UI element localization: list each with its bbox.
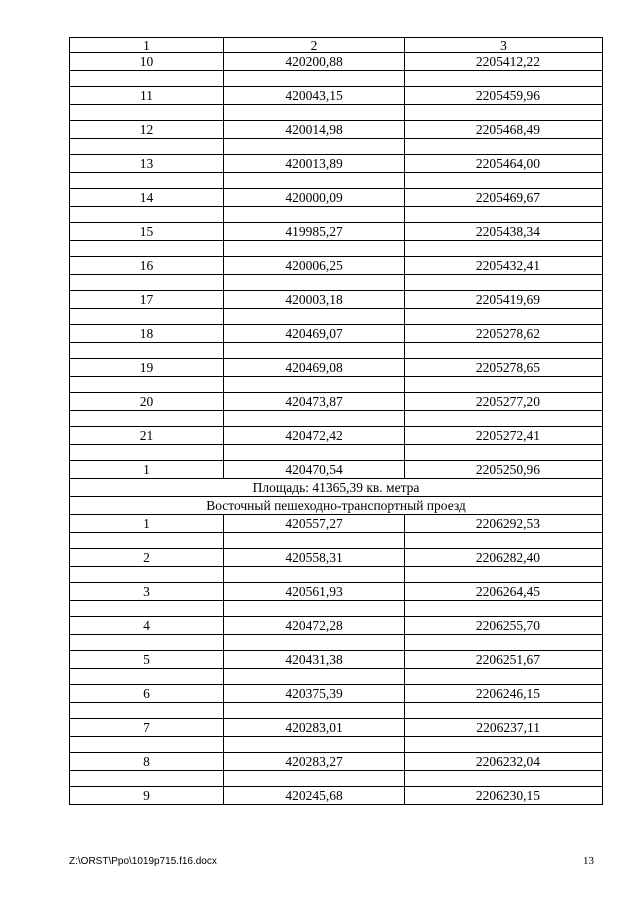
empty-cell [224,567,405,583]
empty-cell [405,533,603,549]
point-number-cell: 1 [70,461,224,479]
x-coordinate-cell: 420375,39 [224,685,405,703]
table-row [70,787,603,805]
spacer-row [70,445,603,461]
empty-cell [224,71,405,87]
empty-cell [405,241,603,257]
empty-cell [224,377,405,393]
point-number-cell: 21 [70,427,224,445]
empty-cell [405,737,603,753]
y-coordinate-cell: 2205438,34 [405,223,603,241]
x-coordinate-cell: 420000,09 [224,189,405,207]
empty-cell [224,737,405,753]
table-row [70,515,603,533]
table-row [70,291,603,309]
spacer-row [70,139,603,155]
empty-cell [224,139,405,155]
empty-cell [405,771,603,787]
y-coordinate-cell: 2205432,41 [405,257,603,275]
empty-cell [70,601,224,617]
empty-cell [224,105,405,121]
y-coordinate-cell: 2206292,53 [405,515,603,533]
table-row [70,461,603,479]
x-coordinate-cell: 420470,54 [224,461,405,479]
y-coordinate-cell: 2206251,67 [405,651,603,669]
y-coordinate-cell: 2206246,15 [405,685,603,703]
point-number-cell: 19 [70,359,224,377]
empty-cell [70,207,224,223]
empty-cell [70,139,224,155]
table-row [70,257,603,275]
table-row [70,719,603,737]
empty-cell [224,309,405,325]
spacer-row [70,533,603,549]
empty-cell [70,71,224,87]
table-row [70,617,603,635]
x-coordinate-cell: 420014,98 [224,121,405,139]
empty-cell [405,71,603,87]
spacer-row [70,737,603,753]
y-coordinate-cell: 2205250,96 [405,461,603,479]
empty-cell [70,669,224,685]
table-row [70,583,603,601]
empty-cell [224,533,405,549]
footer-page-number: 13 [583,855,594,867]
y-coordinate-cell: 2205464,00 [405,155,603,173]
spacer-row [70,771,603,787]
point-number-cell: 18 [70,325,224,343]
spacer-row [70,343,603,359]
point-number-cell: 6 [70,685,224,703]
area-summary-row [70,479,603,497]
empty-cell [224,445,405,461]
y-coordinate-cell: 2205277,20 [405,393,603,411]
spacer-row [70,275,603,291]
empty-cell [70,173,224,189]
empty-cell [224,241,405,257]
point-number-cell: 12 [70,121,224,139]
empty-cell [224,343,405,359]
point-number-cell: 10 [70,53,224,71]
empty-cell [70,533,224,549]
header-cell-2: 2 [224,38,405,53]
empty-cell [70,343,224,359]
empty-cell [70,105,224,121]
spacer-row [70,411,603,427]
empty-cell [224,669,405,685]
empty-cell [224,635,405,651]
empty-cell [224,703,405,719]
empty-cell [224,601,405,617]
empty-cell [405,207,603,223]
empty-cell [405,601,603,617]
table-row [70,155,603,173]
table-row [70,325,603,343]
y-coordinate-cell: 2205459,96 [405,87,603,105]
empty-cell [405,275,603,291]
x-coordinate-cell: 420283,01 [224,719,405,737]
empty-cell [70,703,224,719]
point-number-cell: 16 [70,257,224,275]
table-row [70,549,603,567]
table-row [70,189,603,207]
section-title-row [70,497,603,515]
table-row [70,427,603,445]
y-coordinate-cell: 2206237,11 [405,719,603,737]
y-coordinate-cell: 2206264,45 [405,583,603,601]
empty-cell [405,635,603,651]
empty-cell [405,105,603,121]
empty-cell [405,173,603,189]
table-row [70,651,603,669]
y-coordinate-cell: 2205278,65 [405,359,603,377]
y-coordinate-cell: 2205468,49 [405,121,603,139]
empty-cell [70,567,224,583]
empty-cell [405,309,603,325]
empty-cell [405,411,603,427]
point-number-cell: 17 [70,291,224,309]
empty-cell [405,567,603,583]
point-number-cell: 13 [70,155,224,173]
empty-cell [224,771,405,787]
empty-cell [70,771,224,787]
y-coordinate-cell: 2206255,70 [405,617,603,635]
spacer-row [70,173,603,189]
y-coordinate-cell: 2206282,40 [405,549,603,567]
point-number-cell: 8 [70,753,224,771]
empty-cell [70,737,224,753]
area-summary: Площадь: 41365,39 кв. метра [70,479,603,497]
point-number-cell: 11 [70,87,224,105]
empty-cell [405,377,603,393]
table-row [70,393,603,411]
empty-cell [70,411,224,427]
spacer-row [70,241,603,257]
x-coordinate-cell: 420245,68 [224,787,405,805]
point-number-cell: 3 [70,583,224,601]
x-coordinate-cell: 420431,38 [224,651,405,669]
table-row [70,121,603,139]
empty-cell [405,445,603,461]
point-number-cell: 2 [70,549,224,567]
point-number-cell: 9 [70,787,224,805]
empty-cell [70,309,224,325]
x-coordinate-cell: 420469,08 [224,359,405,377]
y-coordinate-cell: 2205272,41 [405,427,603,445]
x-coordinate-cell: 420472,42 [224,427,405,445]
spacer-row [70,601,603,617]
x-coordinate-cell: 420557,27 [224,515,405,533]
y-coordinate-cell: 2205469,67 [405,189,603,207]
spacer-row [70,669,603,685]
x-coordinate-cell: 420013,89 [224,155,405,173]
empty-cell [70,241,224,257]
header-cell-1: 1 [70,38,224,53]
spacer-row [70,567,603,583]
x-coordinate-cell: 420473,87 [224,393,405,411]
footer-file-path: Z:\ORST\Ppo\1019p715.f16.docx [69,856,217,867]
x-coordinate-cell: 420200,88 [224,53,405,71]
spacer-row [70,309,603,325]
point-number-cell: 20 [70,393,224,411]
y-coordinate-cell: 2205278,62 [405,325,603,343]
point-number-cell: 14 [70,189,224,207]
header-cell-3: 3 [405,38,603,53]
x-coordinate-cell: 420283,27 [224,753,405,771]
spacer-row [70,207,603,223]
spacer-row [70,71,603,87]
empty-cell [70,275,224,291]
y-coordinate-cell: 2206230,15 [405,787,603,805]
x-coordinate-cell: 420043,15 [224,87,405,105]
empty-cell [70,377,224,393]
table-row [70,223,603,241]
x-coordinate-cell: 420469,07 [224,325,405,343]
table-row [70,53,603,71]
empty-cell [224,173,405,189]
x-coordinate-cell: 420561,93 [224,583,405,601]
empty-cell [224,207,405,223]
x-coordinate-cell: 419985,27 [224,223,405,241]
x-coordinate-cell: 420558,31 [224,549,405,567]
y-coordinate-cell: 2206232,04 [405,753,603,771]
empty-cell [405,343,603,359]
empty-cell [405,669,603,685]
table-row [70,685,603,703]
empty-cell [224,275,405,291]
empty-cell [405,139,603,155]
spacer-row [70,105,603,121]
point-number-cell: 7 [70,719,224,737]
x-coordinate-cell: 420003,18 [224,291,405,309]
spacer-row [70,635,603,651]
y-coordinate-cell: 2205412,22 [405,53,603,71]
empty-cell [405,703,603,719]
x-coordinate-cell: 420472,28 [224,617,405,635]
x-coordinate-cell: 420006,25 [224,257,405,275]
point-number-cell: 1 [70,515,224,533]
spacer-row [70,377,603,393]
spacer-row [70,703,603,719]
empty-cell [224,411,405,427]
empty-cell [70,445,224,461]
table-row [70,753,603,771]
table-row [70,87,603,105]
section-title: Восточный пешеходно-транспортный проезд [70,497,603,515]
point-number-cell: 5 [70,651,224,669]
point-number-cell: 4 [70,617,224,635]
table-row [70,359,603,377]
y-coordinate-cell: 2205419,69 [405,291,603,309]
empty-cell [70,635,224,651]
coordinates-table [69,37,603,805]
point-number-cell: 15 [70,223,224,241]
header-row [70,38,603,53]
